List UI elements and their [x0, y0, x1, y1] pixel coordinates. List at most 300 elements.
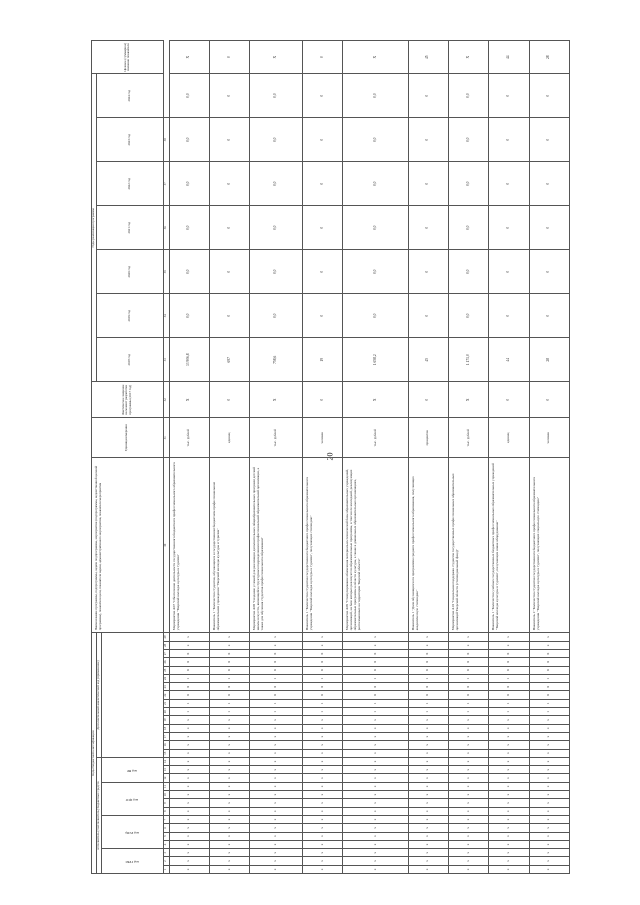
row-target-value: Х: [343, 41, 408, 74]
row-year-value: 0,0: [448, 250, 488, 294]
code-cell: 1: [529, 699, 569, 707]
code-cell: х: [343, 832, 408, 840]
row-target-value: Х: [250, 41, 303, 74]
code-cell: х: [529, 865, 569, 873]
code-cell: 1: [448, 699, 488, 707]
code-cell: х: [448, 824, 488, 832]
row-description: Мероприятие 4.10 "Социальная поддержка студентов государственных профессиональных образовательных организаций Тверской области (стипендиальный фонд)": [448, 458, 488, 633]
code-cell: х: [529, 791, 569, 799]
row-unit: человек: [303, 418, 343, 458]
code-cell: 0: [448, 691, 488, 699]
row-year-value: 0: [408, 118, 448, 162]
code-cell: 0: [408, 658, 448, 666]
code-cell: 1: [303, 699, 343, 707]
code-cell: х: [343, 641, 408, 649]
code-cell: х: [448, 791, 488, 799]
code-cell: х: [343, 849, 408, 857]
row-year-value: 0,0: [250, 206, 303, 250]
header-analytic-cols: [101, 633, 163, 758]
row-year-value: 0,0: [169, 206, 209, 250]
row-year-value: 0: [303, 74, 343, 118]
code-cell: х: [303, 807, 343, 815]
code-cell: 0: [343, 666, 408, 674]
code-cell: х: [250, 732, 303, 740]
code-cell: х: [489, 849, 529, 857]
code-cell: х: [343, 774, 408, 782]
code-cell: х: [209, 807, 249, 815]
code-cell: х: [303, 766, 343, 774]
code-cell: х: [448, 716, 488, 724]
row-description: Мероприятие 4.07 "Обеспечение деятельности государственного бюджетного профессионального образовательного учреждения "Тверской колледж культуры и туризма": [169, 458, 209, 633]
code-cell: 1: [343, 708, 408, 716]
row-year-value: 0,0: [343, 206, 408, 250]
code-cell: х: [529, 799, 569, 807]
code-cell: х: [303, 716, 343, 724]
row-unit: тыс. рублей: [343, 418, 408, 458]
code-cell: х: [343, 782, 408, 790]
row-year-value: 0: [209, 250, 249, 294]
code-cell: х: [303, 815, 343, 823]
code-cell: х: [303, 741, 343, 749]
column-index-cell: 3: [163, 849, 169, 857]
row-fact-value: Х: [448, 382, 488, 418]
code-cell: 0: [529, 666, 569, 674]
code-cell: х: [343, 633, 408, 641]
code-cell: х: [408, 840, 448, 848]
code-cell: х: [303, 782, 343, 790]
code-cell: 1: [489, 674, 529, 682]
code-cell: х: [169, 857, 209, 865]
row-description: Показатель 1 "Количество студентов государственного бюджетного профессионального образовательного учреждения "Тверской колледж культуры и туризма", получающих стипендию": [303, 458, 343, 633]
row-year-value: 0: [408, 206, 448, 250]
row-description: Показатель 2 "Количество студентов государственного бюджетного профессионального образовательного учреждения "Тверской колледж культуры и туризма", получающих социальную стипендию": [529, 458, 569, 633]
code-cell: х: [343, 807, 408, 815]
code-cell: х: [209, 824, 249, 832]
column-index-cell: 14: [163, 757, 169, 765]
header-year-2020: 2020 год: [96, 250, 163, 294]
column-index-cell: 34: [163, 294, 169, 338]
code-cell: х: [303, 849, 343, 857]
code-cell: х: [169, 732, 209, 740]
header-target: Целевое (суммарное) значение показателя: [92, 41, 164, 74]
code-cell: х: [343, 757, 408, 765]
code-cell: 0: [529, 658, 569, 666]
row-year-value: 0,0: [343, 294, 408, 338]
code-cell: х: [303, 857, 343, 865]
code-cell: х: [169, 782, 209, 790]
code-cell: 0: [303, 649, 343, 657]
table-row: [448, 41, 488, 874]
row-unit: тыс. рублей: [169, 418, 209, 458]
column-index-cell: 36: [163, 206, 169, 250]
row-year-value: 0: [408, 74, 448, 118]
code-cell: 0: [250, 649, 303, 657]
code-cell: х: [303, 774, 343, 782]
row-target-value: 45: [408, 41, 448, 74]
code-cell: х: [303, 732, 343, 740]
header-gos: код ГРБС: [101, 849, 163, 874]
code-cell: 0: [250, 666, 303, 674]
column-index-cell: 22: [163, 691, 169, 699]
code-cell: х: [408, 799, 448, 807]
code-cell: х: [489, 633, 529, 641]
column-index-cell: 18: [163, 724, 169, 732]
code-cell: х: [209, 791, 249, 799]
code-cell: х: [209, 724, 249, 732]
code-cell: х: [169, 633, 209, 641]
column-index-cell: 12: [163, 774, 169, 782]
code-cell: 0: [250, 691, 303, 699]
code-cell: х: [529, 832, 569, 840]
code-cell: х: [303, 749, 343, 757]
code-cell: х: [529, 807, 569, 815]
code-cell: 0: [209, 658, 249, 666]
code-cell: 0: [489, 683, 529, 691]
column-index-cell: 13: [163, 766, 169, 774]
code-cell: 0: [343, 649, 408, 657]
code-cell: 0: [448, 683, 488, 691]
code-cell: х: [250, 757, 303, 765]
column-index-cell: 21: [163, 699, 169, 707]
row-year-value: 19: [303, 338, 343, 382]
code-cell: х: [408, 857, 448, 865]
column-index-cell: 5: [163, 832, 169, 840]
row-year-value: 0: [209, 294, 249, 338]
row-year-value: 0: [529, 74, 569, 118]
row-year-value: 0: [489, 162, 529, 206]
row-year-value: 0,0: [343, 118, 408, 162]
code-cell: х: [448, 815, 488, 823]
code-cell: х: [529, 716, 569, 724]
code-cell: х: [250, 749, 303, 757]
row-unit: процентов: [408, 418, 448, 458]
header-unit: Единица измерения: [92, 418, 164, 458]
code-cell: х: [448, 766, 488, 774]
code-cell: 1: [408, 674, 448, 682]
column-index-cell: 35: [163, 250, 169, 294]
code-cell: х: [343, 741, 408, 749]
header-year-2023: 2023 год: [96, 118, 163, 162]
code-cell: х: [489, 865, 529, 873]
code-cell: 0: [408, 691, 448, 699]
code-cell: х: [169, 799, 209, 807]
row-year-value: 45: [408, 338, 448, 382]
row-year-value: 0: [303, 162, 343, 206]
code-cell: 0: [250, 658, 303, 666]
row-year-value: 0,0: [250, 118, 303, 162]
code-cell: х: [169, 749, 209, 757]
column-index-cell: 16: [163, 741, 169, 749]
code-cell: х: [209, 774, 249, 782]
code-cell: х: [209, 782, 249, 790]
code-cell: 1: [448, 708, 488, 716]
code-cell: х: [448, 724, 488, 732]
code-cell: х: [303, 832, 343, 840]
row-year-value: 0: [529, 294, 569, 338]
column-index-cell: 29: [163, 633, 169, 641]
code-cell: 0: [489, 649, 529, 657]
table-row: [408, 41, 448, 874]
column-index-cell: 8: [163, 807, 169, 815]
column-index-cell: 24: [163, 674, 169, 682]
row-year-value: 0,0: [169, 294, 209, 338]
row-fact-value: 0: [529, 382, 569, 418]
code-cell: х: [529, 849, 569, 857]
code-cell: х: [250, 774, 303, 782]
row-year-value: 0,0: [448, 162, 488, 206]
code-cell: х: [169, 840, 209, 848]
code-cell: 1: [209, 699, 249, 707]
row-year-value: 0,0: [169, 162, 209, 206]
code-cell: х: [303, 641, 343, 649]
code-cell: х: [169, 757, 209, 765]
code-cell: х: [343, 766, 408, 774]
code-cell: 0: [529, 683, 569, 691]
code-cell: х: [169, 741, 209, 749]
code-cell: 1: [303, 674, 343, 682]
code-cell: х: [529, 732, 569, 740]
code-cell: 1: [529, 674, 569, 682]
column-index-cell: 10: [163, 791, 169, 799]
row-year-value: 0: [209, 74, 249, 118]
row-year-value: 0: [303, 118, 343, 162]
row-year-value: 0: [408, 294, 448, 338]
row-year-value: 0,0: [448, 118, 488, 162]
code-cell: 0: [448, 658, 488, 666]
column-index-cell: 30: [163, 458, 169, 633]
header-description: Наименование программы, подпрограммы, задачи подпрограммы, мероприятия (подпрограммы, ведомственной целевой программы), показателя цели, показателя задачи, административного мероприятия, показателя мероприятия: [92, 458, 164, 633]
column-index-cell: 4: [163, 840, 169, 848]
column-index-cell: 20: [163, 708, 169, 716]
row-year-value: 697: [209, 338, 249, 382]
code-cell: х: [169, 815, 209, 823]
code-cell: х: [209, 757, 249, 765]
code-cell: 1: [448, 674, 488, 682]
code-cell: 0: [209, 666, 249, 674]
code-cell: х: [489, 774, 529, 782]
code-cell: х: [169, 774, 209, 782]
row-fact-value: Х: [343, 382, 408, 418]
code-cell: 1: [250, 708, 303, 716]
row-year-value: 0,0: [343, 250, 408, 294]
code-cell: х: [209, 732, 249, 740]
code-cell: х: [250, 857, 303, 865]
code-cell: х: [169, 641, 209, 649]
code-cell: х: [209, 766, 249, 774]
code-cell: 0: [448, 666, 488, 674]
row-target-value: Х: [448, 41, 488, 74]
code-cell: х: [448, 774, 488, 782]
header-year-2022: 2022 год: [96, 162, 163, 206]
code-cell: х: [343, 857, 408, 865]
code-cell: х: [343, 815, 408, 823]
code-cell: х: [529, 782, 569, 790]
code-cell: х: [343, 791, 408, 799]
code-cell: х: [529, 840, 569, 848]
row-target-value: 44: [489, 41, 529, 74]
code-cell: х: [343, 840, 408, 848]
row-fact-value: Х: [169, 382, 209, 418]
code-cell: х: [448, 832, 488, 840]
code-cell: х: [489, 766, 529, 774]
code-cell: х: [489, 724, 529, 732]
row-year-value: 1 171,0: [448, 338, 488, 382]
code-cell: х: [169, 766, 209, 774]
code-cell: 0: [209, 683, 249, 691]
row-year-value: 44: [489, 338, 529, 382]
code-cell: х: [169, 807, 209, 815]
code-cell: 0: [489, 666, 529, 674]
code-cell: х: [303, 865, 343, 873]
code-cell: х: [489, 757, 529, 765]
row-year-value: 0: [489, 206, 529, 250]
code-cell: 0: [169, 649, 209, 657]
code-cell: х: [529, 857, 569, 865]
column-index-cell: 27: [163, 649, 169, 657]
row-year-value: 0: [489, 74, 529, 118]
row-fact-value: 0: [209, 382, 249, 418]
row-year-value: 0,0: [169, 118, 209, 162]
row-year-value: 0,0: [343, 74, 408, 118]
code-cell: 1: [489, 708, 529, 716]
row-description: Показатель 1 "Доля обучающихся по программам среднего профессионального образования, получающих академическую стипендию": [408, 458, 448, 633]
code-cell: х: [343, 749, 408, 757]
code-cell: 1: [209, 674, 249, 682]
code-cell: х: [448, 633, 488, 641]
row-unit: тыс. рублей: [250, 418, 303, 458]
code-cell: х: [209, 865, 249, 873]
header-year-2018: 2018 год: [96, 338, 163, 382]
column-index-cell: 17: [163, 732, 169, 740]
code-cell: 0: [303, 691, 343, 699]
code-cell: х: [448, 799, 488, 807]
row-year-value: 0,0: [250, 294, 303, 338]
code-cell: 1: [529, 708, 569, 716]
code-cell: х: [489, 791, 529, 799]
code-cell: х: [448, 840, 488, 848]
code-cell: х: [448, 641, 488, 649]
row-year-value: 0: [303, 294, 343, 338]
code-cell: х: [408, 766, 448, 774]
code-cell: х: [209, 857, 249, 865]
code-cell: 1: [303, 708, 343, 716]
code-cell: 1: [169, 699, 209, 707]
column-index-cell: 6: [163, 824, 169, 832]
code-cell: 0: [489, 658, 529, 666]
row-year-value: 758,6: [250, 338, 303, 382]
code-cell: х: [169, 849, 209, 857]
row-year-value: 0,0: [343, 162, 408, 206]
code-cell: х: [169, 791, 209, 799]
code-cell: х: [303, 757, 343, 765]
code-cell: х: [529, 766, 569, 774]
row-fact-value: 0: [303, 382, 343, 418]
code-cell: х: [303, 791, 343, 799]
page-number: 20: [325, 452, 335, 461]
code-cell: х: [489, 824, 529, 832]
code-cell: х: [250, 724, 303, 732]
row-year-value: 0,0: [448, 206, 488, 250]
code-cell: 0: [489, 691, 529, 699]
row-unit: единиц: [489, 418, 529, 458]
code-cell: 0: [343, 658, 408, 666]
code-cell: 0: [209, 649, 249, 657]
table-row: [209, 41, 249, 874]
code-cell: х: [489, 782, 529, 790]
code-cell: х: [529, 757, 569, 765]
code-cell: х: [448, 857, 488, 865]
rotated-table-container: [91, 42, 570, 874]
code-cell: х: [169, 724, 209, 732]
code-cell: 0: [169, 683, 209, 691]
code-cell: х: [529, 724, 569, 732]
header-rzpr: код Рз/Пр: [101, 815, 163, 848]
column-index-cell: 19: [163, 716, 169, 724]
row-target-value: Х: [169, 41, 209, 74]
code-cell: х: [408, 732, 448, 740]
code-cell: 0: [343, 691, 408, 699]
code-cell: 0: [448, 649, 488, 657]
code-cell: х: [529, 815, 569, 823]
code-cell: х: [343, 865, 408, 873]
code-cell: х: [209, 741, 249, 749]
code-cell: х: [343, 799, 408, 807]
code-cell: х: [408, 824, 448, 832]
program-table: [91, 40, 570, 874]
code-cell: 1: [343, 674, 408, 682]
code-cell: х: [529, 641, 569, 649]
row-unit: тыс. рублей: [448, 418, 488, 458]
column-index-cell: 2: [163, 857, 169, 865]
code-cell: 0: [408, 683, 448, 691]
code-cell: 0: [529, 649, 569, 657]
row-year-value: 0: [489, 250, 529, 294]
code-cell: х: [408, 815, 448, 823]
code-cell: х: [209, 815, 249, 823]
code-cell: х: [408, 849, 448, 857]
code-cell: 0: [209, 691, 249, 699]
column-index-cell: 32: [163, 382, 169, 418]
code-cell: 1: [343, 699, 408, 707]
row-year-value: 0,0: [448, 294, 488, 338]
program-table-sheet: [91, 42, 570, 874]
code-cell: х: [408, 633, 448, 641]
row-year-value: 0: [529, 206, 569, 250]
code-cell: 1: [250, 674, 303, 682]
code-cell: 0: [169, 658, 209, 666]
code-cell: 0: [303, 658, 343, 666]
header-fact: Фактическое значение на момент разработки программы (2017 год): [92, 382, 164, 418]
row-year-value: 0: [408, 162, 448, 206]
row-year-value: 0: [209, 118, 249, 162]
code-cell: х: [408, 832, 448, 840]
code-cell: х: [408, 865, 448, 873]
table-row: [250, 41, 303, 874]
code-cell: 0: [303, 666, 343, 674]
header-codes-group: Коды бюджетной классификации: [92, 633, 97, 874]
row-year-value: 0: [529, 250, 569, 294]
code-cell: х: [209, 749, 249, 757]
code-cell: х: [209, 849, 249, 857]
column-index-cell: 28: [163, 641, 169, 649]
column-index-cell: 15: [163, 749, 169, 757]
code-cell: х: [408, 791, 448, 799]
code-cell: 0: [408, 649, 448, 657]
code-cell: х: [250, 633, 303, 641]
column-index-cell: 31: [163, 418, 169, 458]
code-cell: х: [529, 633, 569, 641]
code-cell: х: [250, 641, 303, 649]
